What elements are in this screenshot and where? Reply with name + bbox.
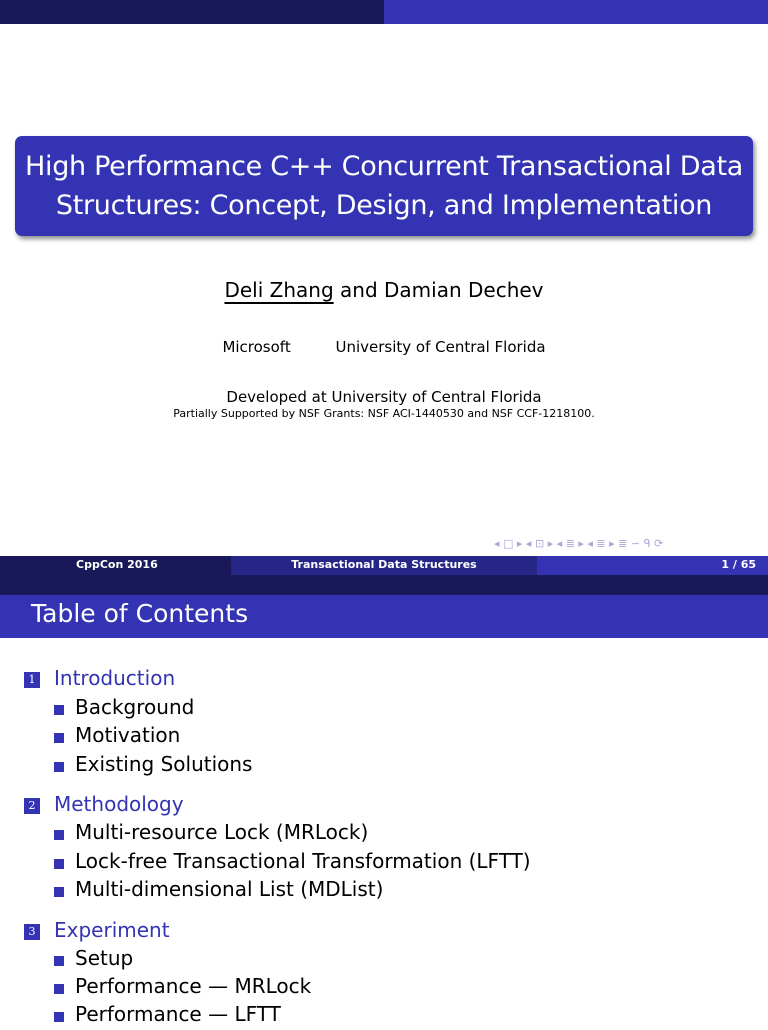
author-connector: and xyxy=(340,278,378,302)
author-presenter: Deli Zhang xyxy=(224,278,334,302)
bullet-square-icon xyxy=(54,887,64,897)
toc-item-label: Multi-dimensional List (MDList) xyxy=(75,877,384,901)
footer-right xyxy=(537,556,768,575)
toc-item-label: Multi-resource Lock (MRLock) xyxy=(75,820,369,844)
footer-center xyxy=(231,556,537,575)
title-block xyxy=(15,136,753,236)
bullet-square-icon xyxy=(54,762,64,772)
bullet-square-icon xyxy=(54,830,64,840)
authors xyxy=(0,278,768,302)
footer-conference: CppCon 2016 xyxy=(76,558,158,571)
toc-item-label: Motivation xyxy=(75,723,181,747)
bullet-square-icon xyxy=(54,859,64,869)
bullet-square-icon xyxy=(54,956,64,966)
toc-item-label: Lock-free Transactional Transformation (LFTT) xyxy=(75,849,531,873)
section-title: Introduction xyxy=(54,666,176,690)
title-line-2: Structures: Concept, Design, and Implementation xyxy=(55,190,713,221)
footer-title: Transactional Data Structures xyxy=(291,558,477,571)
author-coauthor: Damian Dechev xyxy=(384,278,544,302)
toc-item-label: Setup xyxy=(75,946,134,970)
section-title: Experiment xyxy=(54,918,170,942)
grant-note: Partially Supported by NSF Grants: NSF ACI-1440530 and NSF CCF-1218100. xyxy=(173,407,595,420)
frame-title: Table of Contents xyxy=(31,599,249,628)
toc-item-label: Existing Solutions xyxy=(75,752,253,776)
affiliations xyxy=(0,338,768,356)
affiliation-ucf: University of Central Florida xyxy=(335,338,546,356)
section-title: Methodology xyxy=(54,792,184,816)
toc-item-label: Performance — MRLock xyxy=(75,974,312,998)
header-bar xyxy=(0,0,768,24)
frame-title-bar xyxy=(0,595,768,638)
footer-page-number: 1 / 65 xyxy=(721,558,756,571)
beamer-navigation-icons[interactable]: ◂ □ ▸ ◂ ⊡ ▸ ◂ ≣ ▸ ◂ ≣ ▸ ≣ ∽ ᑫ ⟳ xyxy=(494,537,664,550)
affiliation-microsoft: Microsoft xyxy=(222,338,291,356)
header-bar-right xyxy=(384,0,768,24)
title-line-1: High Performance C++ Concurrent Transactional Data xyxy=(24,151,744,182)
bullet-square-icon xyxy=(54,984,64,994)
section-number-badge: 3 xyxy=(24,924,40,940)
presentation-title xyxy=(15,136,753,225)
footer-left xyxy=(0,556,231,575)
slide2-top-band xyxy=(0,575,768,595)
section-number-badge: 2 xyxy=(24,798,40,814)
bullet-square-icon xyxy=(54,733,64,743)
section-number-badge: 1 xyxy=(24,672,40,688)
footer-bar xyxy=(0,556,768,575)
toc-item-label: Background xyxy=(75,695,195,719)
developed-at: Developed at University of Central Florida xyxy=(226,388,542,406)
header-bar-left xyxy=(0,0,384,24)
bullet-square-icon xyxy=(54,1012,64,1022)
bullet-square-icon xyxy=(54,705,64,715)
toc-item-label: Performance — LFTT xyxy=(75,1002,281,1026)
